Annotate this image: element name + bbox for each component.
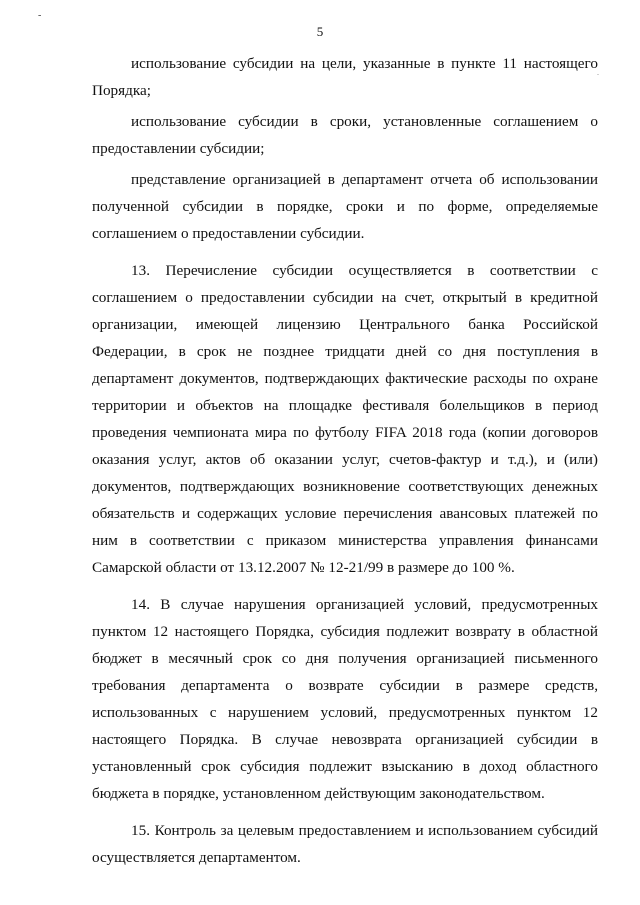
page-number: 5 [316, 24, 324, 39]
paragraph-report: представление организацией в департамент отчета об использовании полученной субсидии в порядке, сроки и по форме, определяемые соглашением о предоставлении субсидии. [92, 171, 598, 242]
paragraph-item-14: 14. В случае нарушения организацией условий, предусмотренных пунктом 12 настоящего Порядка, субсидия подлежит возврату в областной бюджет в месячный срок со дня получения организацией письменного требования департамента о возврате субсидии в размере средств, использованных с нарушением условий, предусмотренных пунктом 12 настоящего Порядка. В случае невозврата организацией субсидии в установленный срок субсидия подлежит взысканию в доход областного бюджета в порядке, установленном действующим законодательством. [92, 596, 598, 802]
scan-mark: . [597, 68, 599, 77]
document-body [92, 50, 598, 871]
paragraph-item-13: 13. Перечисление субсидии осуществляется в соответствии с соглашением о предоставлении субсидии на счет, открытый в кредитной организации, имеющей лицензию Центрального банка Российской Федерации, в срок не позднее тридцати дней со дня поступления в департамент документов, подтверждающих фактические расходы по охране территории и объектов на площадке фестиваля болельщиков в период проведения чемпионата мира по футболу FIFA 2018 года (копии договоров оказания услуг, актов об оказании услуг, счетов-фактур и т.д.), и (или) документов, подтверждающих возникновение соответствующих денежных обязательств и содержащих условие перечисления авансовых платежей по ним в соответствии с приказом министерства управления финансами Самарской области от 13.12.2007 № 12-21/99 в размере до 100 %. [92, 262, 598, 576]
paragraph-purpose: использование субсидии на цели, указанные в пункте 11 настоящего Порядка; [92, 55, 598, 99]
paragraph-item-15: 15. Контроль за целевым предоставлением и использованием субсидий осуществляется департаментом. [92, 822, 598, 866]
scan-mark: - [38, 10, 42, 21]
paragraph-terms: использование субсидии в сроки, установленные соглашением о предоставлении субсидии; [92, 113, 598, 157]
